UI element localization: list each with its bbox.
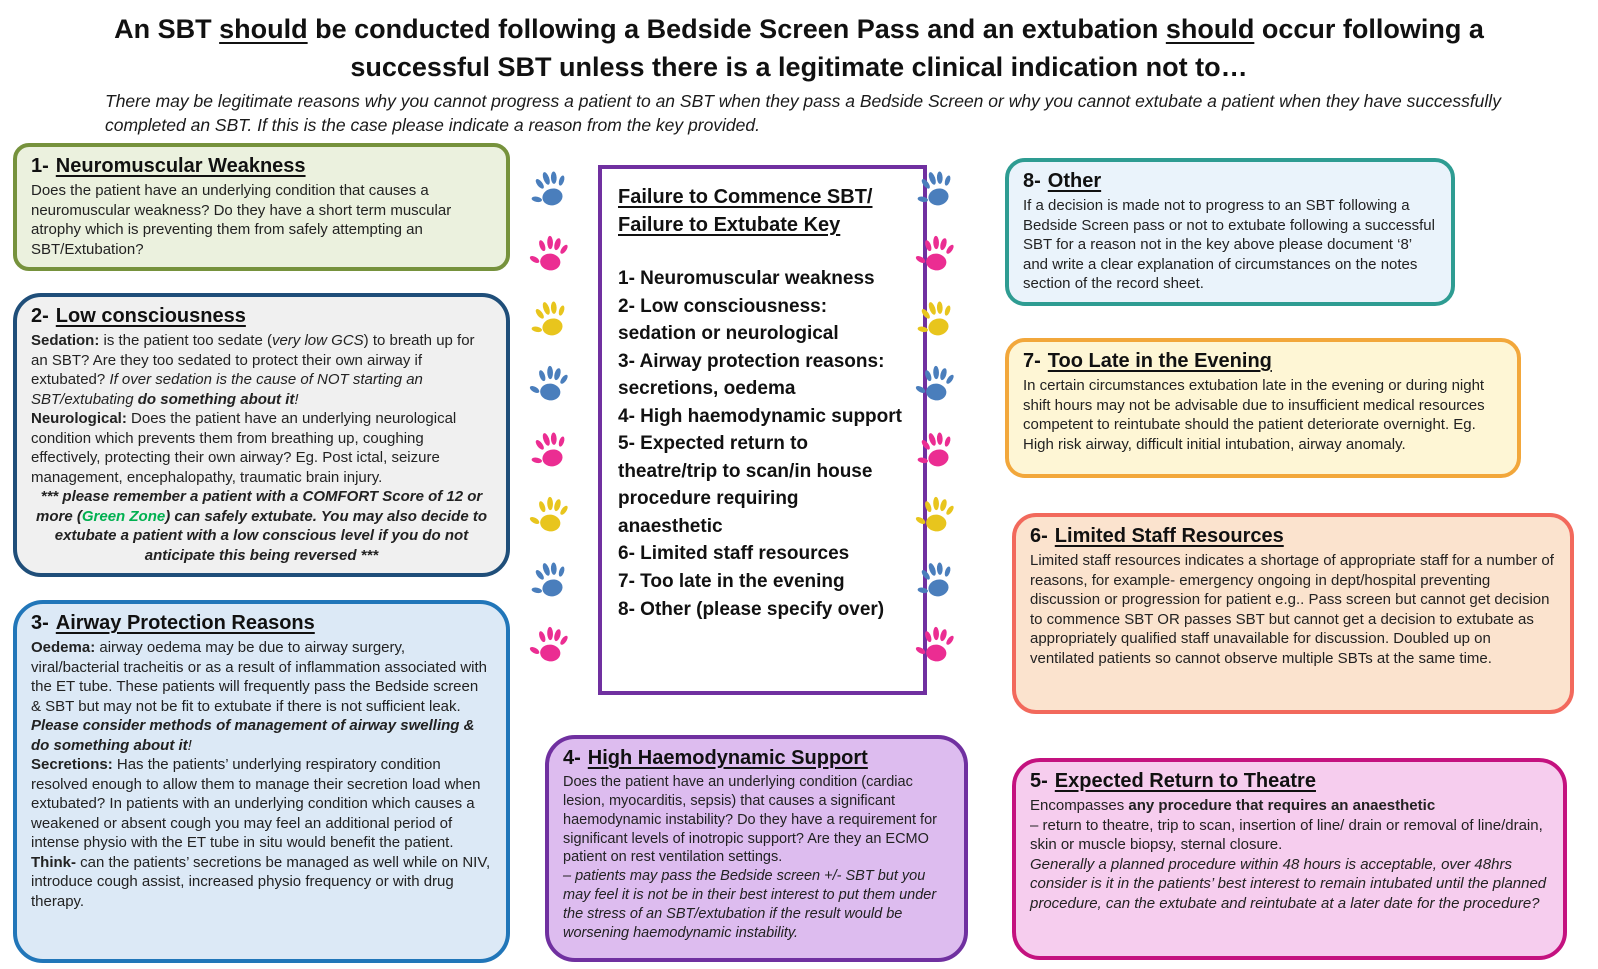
handprint-icon bbox=[915, 559, 959, 603]
paragraph bbox=[1023, 196, 1437, 294]
box-number: 4- bbox=[563, 747, 581, 769]
box-body bbox=[31, 638, 492, 911]
handprint-icon bbox=[915, 494, 959, 538]
paragraph bbox=[31, 755, 492, 853]
text-segment: Does the patient have an underlying condition that causes a neuromuscular weakness? Do they have a short term muscular atrophy which is preventing them from safely attempting an SBT/Extubation? bbox=[31, 182, 452, 258]
text-segment: Green Zone bbox=[81, 507, 166, 525]
paragraph bbox=[31, 487, 492, 565]
handprint-icon bbox=[529, 233, 573, 277]
box-low-consciousness bbox=[13, 293, 510, 577]
text-segment: Neurological: bbox=[31, 410, 127, 427]
text-segment: any procedure that requires an anaesthetic bbox=[1128, 797, 1436, 814]
handprint-icon bbox=[915, 168, 959, 212]
text-segment: Limited staff resources indicates a shortage of appropriate staff for a number of reasons, for example- emergency ongoing in dept/hospital preventing discussion or progression for patient e.g.. Pass screen but cannot get decision to commence SBT OR passes SBT but cannot get a decision to extubate as appropriately qualified staff unavailable for discussion. Doubled up on ventilated patients so cannot observe multiple SBTs at the same time. bbox=[1030, 552, 1554, 667]
box-number: 1- bbox=[31, 155, 49, 177]
handprint-icon bbox=[915, 624, 959, 668]
box-body bbox=[31, 181, 492, 259]
failure-key-box bbox=[598, 165, 927, 695]
key-item: 1- Neuromuscular weakness bbox=[618, 268, 875, 289]
box-number: 7- bbox=[1023, 350, 1041, 372]
box-title bbox=[563, 745, 950, 771]
box-too-late-in-the-evening bbox=[1005, 338, 1521, 478]
handprint-icon bbox=[529, 363, 573, 407]
handprints-right-column bbox=[913, 168, 961, 668]
box-body bbox=[31, 331, 492, 565]
paragraph bbox=[1030, 816, 1549, 855]
handprint-icon bbox=[529, 168, 573, 212]
box-title-text: Too Late in the Evening bbox=[1047, 350, 1272, 372]
box-title-text: Expected Return to Theatre bbox=[1054, 770, 1316, 792]
handprint-icon bbox=[529, 624, 573, 668]
handprint-icon bbox=[915, 363, 959, 407]
box-title bbox=[1030, 523, 1556, 549]
key-item: 2- Low consciousness: sedation or neurological bbox=[618, 295, 839, 345]
text-segment: Oedema: bbox=[31, 639, 96, 656]
text-segment: Does the patient have an underlying condition (cardiac lesion, myocarditis, sepsis) that causes a significant haemodynamic instability? Do they have a requirement for significant levels of inotropic support? Are they an ECMO patient on rest ventilation settings. bbox=[563, 774, 937, 866]
box-limited-staff-resources bbox=[1012, 513, 1574, 714]
box-title bbox=[1030, 768, 1549, 794]
box-body bbox=[1030, 796, 1549, 913]
box-title-text: Limited Staff Resources bbox=[1054, 525, 1284, 547]
text-segment: should bbox=[1165, 14, 1255, 44]
handprint-icon bbox=[529, 494, 573, 538]
key-item: 3- Airway protection reasons: secretions, oedema bbox=[618, 350, 885, 400]
text-segment: is the patient too sedate ( bbox=[99, 332, 272, 349]
paragraph bbox=[0, 10, 1598, 48]
text-segment: be conducted following a Bedside Screen Pass and an extubation bbox=[307, 14, 1166, 44]
text-segment: do something about it bbox=[137, 390, 295, 408]
box-title-text: Low consciousness bbox=[55, 305, 246, 327]
box-title bbox=[1023, 348, 1503, 374]
key-item: 7- Too late in the evening bbox=[618, 571, 845, 593]
key-item: 4- High haemodynamic support bbox=[618, 405, 902, 427]
text-segment: Generally a planned procedure within 48 hours is acceptable, over 48hrs consider is it in the patients’ best interest to remain intubated until the planned procedure, can the extubate and reintubate at a later date for the procedure? bbox=[1030, 855, 1547, 912]
text-segment: If over sedation is the cause of NOT starting an SBT/extubating bbox=[31, 371, 423, 408]
handprint-icon bbox=[529, 298, 573, 342]
page-title bbox=[0, 10, 1598, 87]
text-segment: There may be legitimate reasons why you cannot progress a patient to an SBT when they pass a Bedside Screen or why you cannot extubate a patient when they have successfully completed an SBT. If this is the case please indicate a reason from the key provided. bbox=[105, 91, 1501, 135]
box-title bbox=[31, 610, 492, 636]
box-high-haemodynamic-support bbox=[545, 735, 968, 962]
paragraph bbox=[563, 773, 950, 867]
paragraph bbox=[1030, 855, 1549, 914]
box-title bbox=[1023, 168, 1437, 194]
text-segment: ) to breath up for an SBT? Are they too sedated to protect their own airway if extubated? bbox=[31, 332, 475, 388]
paragraph bbox=[1030, 796, 1549, 816]
box-expected-return-to-theatre bbox=[1012, 758, 1567, 960]
box-title bbox=[31, 153, 492, 179]
box-body bbox=[1030, 551, 1556, 668]
paragraph bbox=[31, 409, 492, 487]
text-segment: occur following a bbox=[1254, 14, 1484, 44]
box-title-text: High Haemodynamic Support bbox=[587, 747, 868, 769]
text-segment: successful SBT unless there is a legitimate clinical indication not to… bbox=[350, 52, 1248, 83]
key-items bbox=[618, 265, 907, 623]
box-number: 8- bbox=[1023, 170, 1041, 192]
handprint-icon bbox=[529, 559, 573, 603]
text-segment: An SBT bbox=[114, 14, 220, 44]
paragraph bbox=[0, 48, 1598, 86]
text-segment: airway oedema may be due to airway surgery, viral/bacterial tracheitis or as a result of inflammation associated with the ET tube. These patients will frequently pass the Bedside screen & SBT but may not be fit to extubate if there is not sufficient leak. bbox=[31, 639, 488, 715]
box-airway-protection-reasons bbox=[13, 600, 510, 963]
handprint-icon bbox=[915, 429, 959, 473]
handprints-left-column bbox=[527, 168, 575, 668]
paragraph bbox=[563, 867, 950, 942]
text-segment: Sedation: bbox=[31, 332, 100, 349]
handprint-icon bbox=[915, 298, 959, 342]
paragraph bbox=[31, 638, 492, 716]
paragraph bbox=[1023, 376, 1503, 454]
box-neuromuscular-weakness bbox=[13, 143, 510, 271]
box-body bbox=[563, 773, 950, 943]
box-title-text: Neuromuscular Weakness bbox=[55, 155, 306, 177]
key-item: 6- Limited staff resources bbox=[618, 543, 850, 565]
paragraph bbox=[31, 181, 492, 259]
text-segment: ) can safely extubate. You may also decide to extubate a patient with a low conscious level if you do not anticipate this being reversed *** bbox=[54, 507, 487, 564]
text-segment: Does the patient have an underlying neurological condition which prevents them from breathing up, coughing effectively, protecting their own airway? Eg. Post ictal, seizure management, encephalopathy, traumatic brain injury. bbox=[31, 410, 457, 486]
page-subtitle bbox=[105, 90, 1505, 137]
text-segment: If a decision is made not to progress to an SBT following a Bedside Screen pass or not to extubate following a successful SBT for a reason not in the key above please document ‘8’ and write a clear explanation of circumstances on the notes section of the record sheet. bbox=[1023, 197, 1435, 292]
box-number: 2- bbox=[31, 305, 49, 327]
box-title-text: Other bbox=[1047, 170, 1102, 192]
paragraph bbox=[105, 90, 1505, 137]
text-segment: ! bbox=[294, 390, 299, 408]
key-item: 8- Other (please specify over) bbox=[618, 598, 885, 620]
text-segment: In certain circumstances extubation late in the evening or during night shift hours may not be advisable due to insufficient medical resources competent to reintubate should the patient deteriorate overnight. Eg. High risk airway, difficult initial intubation, airway anomaly. bbox=[1023, 377, 1485, 453]
box-number: 6- bbox=[1030, 525, 1048, 547]
text-segment: Think- bbox=[31, 853, 76, 871]
box-title bbox=[31, 303, 492, 329]
handprint-icon bbox=[529, 429, 573, 473]
paragraph bbox=[31, 331, 492, 409]
paragraph bbox=[31, 853, 492, 912]
box-body bbox=[1023, 376, 1503, 454]
key-title-line2: Failure to Extubate Key bbox=[618, 214, 841, 236]
text-segment: should bbox=[219, 14, 308, 44]
text-segment: Has the patients’ underlying respiratory condition resolved enough to allow them to manage their secretion load when extubated? In patients with an underlying condition which causes a weakened or absent cough you may feel an additional period of intense physio with the ET tube in situ would benefit the patient. bbox=[31, 756, 481, 851]
text-segment: *** please remember a patient with a COMFORT Score of 12 or more ( bbox=[36, 488, 483, 525]
text-segment: – return to theatre, trip to scan, insertion of line/ drain or removal of line/drain, skin or muscle biopsy, sternal closure. bbox=[1030, 816, 1543, 853]
paragraph bbox=[1030, 551, 1556, 668]
handprint-icon bbox=[915, 233, 959, 277]
text-segment: ! bbox=[187, 736, 192, 754]
box-title-text: Airway Protection Reasons bbox=[55, 612, 315, 634]
box-body bbox=[1023, 196, 1437, 294]
key-title-line1: Failure to Commence SBT/ bbox=[618, 186, 873, 208]
box-number: 5- bbox=[1030, 770, 1048, 792]
text-segment: Encompasses bbox=[1030, 797, 1129, 814]
paragraph bbox=[31, 716, 492, 755]
box-number: 3- bbox=[31, 612, 49, 634]
text-segment: Please consider methods of management of airway swelling & do something about it bbox=[31, 717, 475, 754]
text-segment: can the patients’ secretions be managed as well while on NIV, introduce cough assist, increased physio frequency or with drug therapy. bbox=[31, 853, 491, 910]
box-other bbox=[1005, 158, 1455, 306]
text-segment: Secretions: bbox=[31, 756, 113, 773]
key-title bbox=[618, 183, 907, 239]
text-segment: – patients may pass the Bedside screen +/- SBT but you may feel it is not be in their best interest to put them under the stress of an SBT/extubation if the result would be worsening haemodynamic instability. bbox=[563, 868, 937, 941]
text-segment: very low GCS bbox=[271, 332, 364, 349]
key-item: 5- Expected return to theatre/trip to scan/in house procedure requiring anaesthetic bbox=[618, 433, 873, 537]
